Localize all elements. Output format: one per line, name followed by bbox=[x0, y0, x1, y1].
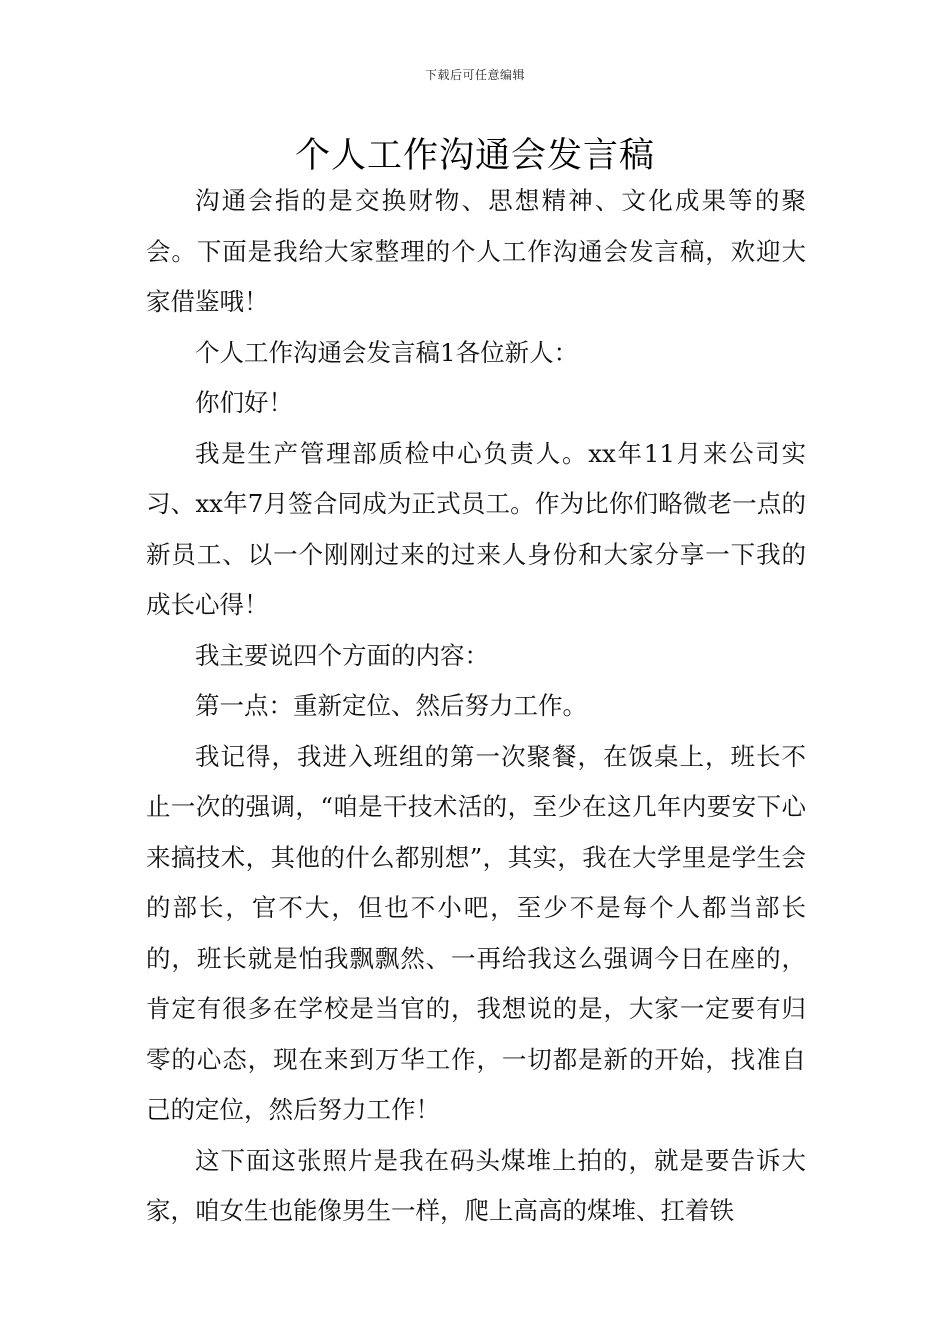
paragraph-photo: 这下面这张照片是我在码头煤堆上拍的，就是要告诉大家，咱女生也能像男生一样，爬上高高的煤堆、扛着铁 bbox=[146, 1145, 806, 1225]
paragraph-outline: 我主要说四个方面的内容： bbox=[195, 640, 489, 670]
paragraph-intro: 沟通会指的是交换财物、思想精神、文化成果等的聚会。下面是我给大家整理的个人工作沟通会发言稿，欢迎大家借鉴哦！ bbox=[146, 186, 806, 316]
header-note: 下载后可任意编辑 bbox=[424, 68, 525, 82]
paragraph-greeting-heading: 个人工作沟通会发言稿1各位新人： bbox=[195, 337, 579, 367]
paragraph-self-intro: 我是生产管理部质检中心负责人。xx年11月来公司实习、xx年7月签合同成为正式员工。作为比你们略微老一点的新员工、以一个刚刚过来的过来人身份和大家分享一下我的成长心得！ bbox=[146, 438, 806, 619]
paragraph-story: 我记得，我进入班组的第一次聚餐，在饭桌上，班长不止一次的强调，“咱是干技术活的，至少在这几年内要安下心来搞技术，其他的什么都别想”，其实，我在大学里是学生会的部长，官不大，但也不小吧，至少不是每个人都当部长的，班长就是怕我飘飘然、一再给我这么强调今日在座的，肯定有很多在学校是当官的，我想说的是，大家一定要有归零的心态，现在来到万华工作，一切都是新的开始，找准自己的定位，然后努力工作！ bbox=[146, 741, 806, 1124]
document-title: 个人工作沟通会发言稿 bbox=[294, 136, 655, 176]
paragraph-greeting: 你们好！ bbox=[195, 388, 293, 417]
paragraph-point-one: 第一点：重新定位、然后努力工作。 bbox=[195, 691, 587, 720]
document-body bbox=[146, 176, 806, 1237]
